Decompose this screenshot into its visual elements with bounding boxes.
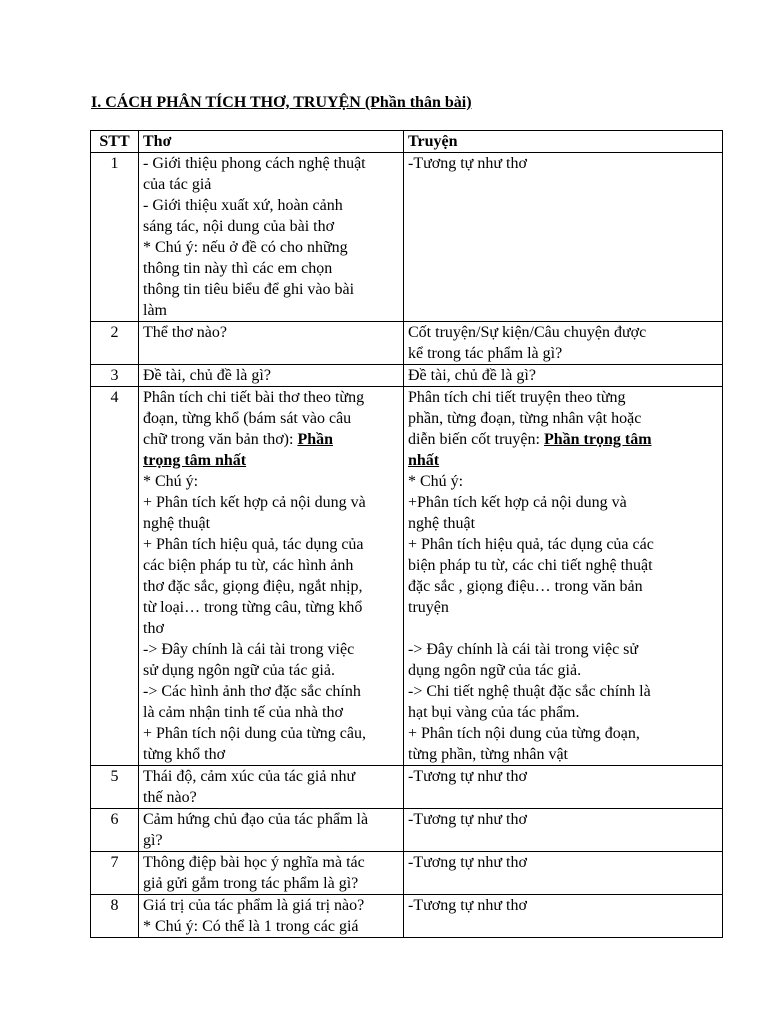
cell-line: gì? [143,832,163,849]
cell-line: Phân tích chi tiết truyện theo từng [408,389,626,406]
row-number: 2 [91,322,139,365]
cell-line: + Phân tích hiệu quả, tác dụng của [143,536,364,553]
header-story: Truyện [404,131,723,153]
cell-line: -> Chi tiết nghệ thuật đặc sắc chính là [408,683,651,700]
cell-line: -Tương tự như thơ [408,811,527,828]
row-number: 1 [91,153,139,322]
table-row [91,153,723,322]
story-cell [404,852,723,895]
cell-line: -Tương tự như thơ [408,854,527,871]
emphasis-line: trọng tâm nhất [143,452,247,469]
cell-line: đặc sắc , giọng điệu… trong văn bản [408,578,643,595]
cell-line: Thể thơ nào? [143,324,227,341]
blank-line [408,618,718,639]
story-cell [404,153,723,322]
cell-line: Cảm hứng chủ đạo của tác phẩm là [143,811,369,828]
cell-line: thế nào? [143,789,197,806]
cell-line: + Phân tích nội dung của từng đoạn, [408,725,640,742]
cell-line: * Chú ý: Có thể là 1 trong các giá [143,918,359,935]
story-cell [404,895,723,938]
cell-line: phần, từng đoạn, từng nhân vật hoặc [408,410,642,427]
cell-line: thơ đặc sắc, giọng điệu, ngắt nhịp, [143,578,363,595]
cell-line: Đề tài, chủ đề là gì? [143,367,271,384]
poem-cell [139,365,404,387]
emphasis-text: Phần trọng tâm [543,431,652,448]
cell-line: -> Các hình ảnh thơ đặc sắc chính [143,683,361,700]
cell-line: nghệ thuật [143,515,211,532]
row-number: 6 [91,809,139,852]
cell-line: Đề tài, chủ đề là gì? [408,367,536,384]
cell-line: dụng ngôn ngữ của tác giả. [408,662,582,679]
cell-line: sáng tác, nội dung của bài thơ [143,218,335,235]
cell-text: chữ trong văn bản thơ): [143,431,298,448]
story-cell [404,322,723,365]
story-cell [404,365,723,387]
table-row [91,387,723,766]
cell-line: sử dụng ngôn ngữ của tác giả. [143,662,335,679]
cell-line: là cảm nhận tinh tế của nhà thơ [143,704,343,721]
cell-line: Cốt truyện/Sự kiện/Câu chuyện được [408,324,647,341]
poem-cell [139,322,404,365]
cell-line: biện pháp tu từ, các chi tiết nghệ thuật [408,557,653,574]
cell-line: các biện pháp tu từ, các hình ảnh [143,557,354,574]
cell-line [408,429,718,450]
cell-line: từ loại… trong từng câu, từng khổ [143,599,363,616]
cell-line: -Tương tự như thơ [408,897,527,914]
cell-line: đoạn, từng khổ (bám sát vào câu [143,410,352,427]
cell-line: thông tin tiêu biểu để ghi vào bài [143,281,355,298]
table-row [91,809,723,852]
poem-cell [139,153,404,322]
section-title: I. CÁCH PHÂN TÍCH THƠ, TRUYỆN (Phần thân bài) [91,94,472,111]
row-number: 5 [91,766,139,809]
table-row [91,852,723,895]
cell-line: -> Đây chính là cái tài trong việc sử [408,641,639,658]
story-cell [404,809,723,852]
cell-line: * Chú ý: [408,473,464,490]
story-cell [404,766,723,809]
cell-line: * Chú ý: nếu ở đề có cho những [143,239,348,256]
cell-line: Phân tích chi tiết bài thơ theo từng [143,389,365,406]
story-cell [404,387,723,766]
table-row [91,766,723,809]
emphasis-line: nhất [408,452,440,469]
cell-line: -Tương tự như thơ [408,768,527,785]
cell-line: + Phân tích kết hợp cả nội dung và [143,494,366,511]
cell-line: của tác giả [143,176,212,193]
cell-line: nghệ thuật [408,515,476,532]
table-row [91,365,723,387]
cell-line: Thông điệp bài học ý nghĩa mà tác [143,854,365,871]
poem-cell [139,766,404,809]
cell-line: +Phân tích kết hợp cả nội dung và [408,494,627,511]
row-number: 7 [91,852,139,895]
poem-cell [139,809,404,852]
table-header-row [91,131,723,153]
analysis-table [90,130,723,938]
cell-line: từng phần, từng nhân vật [408,746,568,763]
emphasis-text: Phần [297,431,334,448]
cell-line: * Chú ý: [143,473,199,490]
cell-line: hạt bụi vàng của tác phẩm. [408,704,580,721]
poem-cell [139,895,404,938]
cell-line: từng khổ thơ [143,746,226,763]
poem-cell [139,852,404,895]
cell-line: - Giới thiệu xuất xứ, hoàn cảnh [143,197,343,214]
cell-line: + Phân tích nội dung của từng câu, [143,725,366,742]
cell-line: -Tương tự như thơ [408,155,527,172]
row-number: 4 [91,387,139,766]
cell-line: Thái độ, cảm xúc của tác giả như [143,768,356,785]
cell-line: thơ [143,620,164,637]
poem-cell [139,387,404,766]
row-number: 3 [91,365,139,387]
cell-line: thông tin này thì các em chọn [143,260,333,277]
cell-line: giả gửi gắm trong tác phẩm là gì? [143,875,359,892]
cell-line [143,429,399,450]
cell-line: - Giới thiệu phong cách nghệ thuật [143,155,366,172]
table-row [91,895,723,938]
cell-line: truyện [408,599,449,616]
header-stt: STT [91,131,139,153]
cell-line: làm [143,302,167,319]
cell-line: Giá trị của tác phẩm là giá trị nào? [143,897,365,914]
cell-line: + Phân tích hiệu quả, tác dụng của các [408,536,654,553]
row-number: 8 [91,895,139,938]
cell-line: kể trong tác phẩm là gì? [408,345,563,362]
header-poem: Thơ [139,131,404,153]
cell-line: -> Đây chính là cái tài trong việc [143,641,355,658]
cell-text: diễn biến cốt truyện: [408,431,544,448]
table-row [91,322,723,365]
